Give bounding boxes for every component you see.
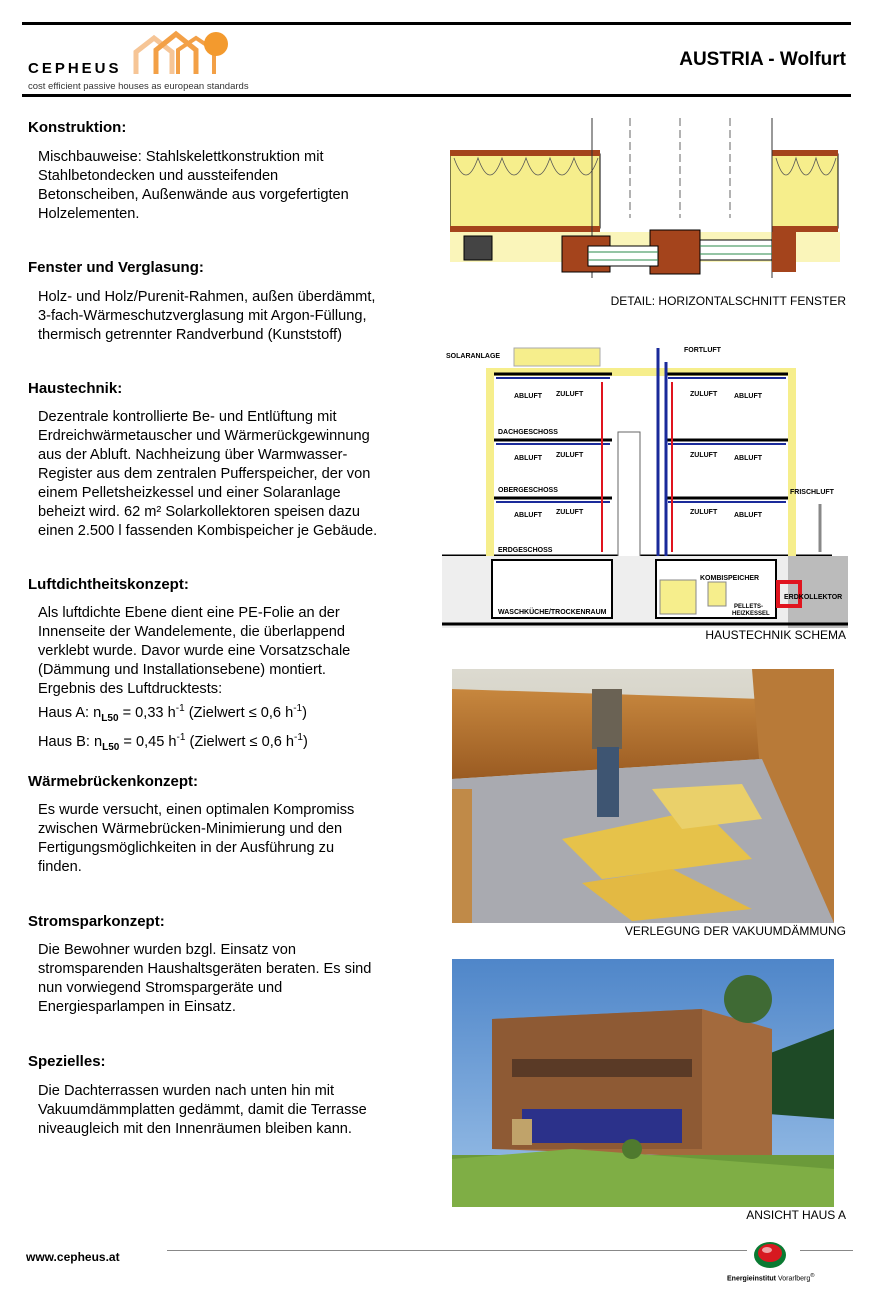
text-line: Register aus dem zentralen Pufferspeicher, der von [38,466,371,482]
label-heizkessel: HEIZKESSEL [732,611,770,617]
section-body-konstruktion [38,148,422,224]
section-body-stromspar [38,941,422,1017]
section-heading-luftdichtheit: Luftdichtheitskonzept: [28,576,189,593]
label-zuluft-dg-left: ZULUFT [556,391,584,398]
label-erdgeschoss: ERDGESCHOSS [498,547,553,554]
label-abluft-dg-right: ABLUFT [734,393,762,400]
page-title: AUSTRIA - Wolfurt [679,49,846,70]
section-body-haustechnik [38,408,422,541]
text-line: 3-fach-Wärmeschutzverglasung mit Argon-Füllung, [38,308,367,324]
text-line: Dezentrale kontrollierte Be- und Entlüftung mit [38,409,337,425]
text-line: Ergebnis des Luftdrucktests: [38,681,223,697]
header-rule [22,94,851,97]
text-line: Die Bewohner wurden bzgl. Einsatz von [38,942,296,958]
caption-window-detail: DETAIL: HORIZONTALSCHNITT FENSTER [610,294,846,308]
haus-b-result [38,728,422,757]
text-line: (Dämmung und Installationsebene) montiert. [38,662,326,678]
haus-b-note-sup: -1 [294,731,303,743]
section-body-luftdichtheit [38,604,422,757]
text-line: Vakuumdämmplatten gedämmt, damit die Terrasse [38,1102,367,1118]
haus-b-close: ) [302,733,308,750]
institute-region: Vorarlberg [777,1275,811,1283]
caption-vacuum-insulation: VERLEGUNG DER VAKUUMDÄMMUNG [624,924,846,938]
haus-b-note: (Zielwert ≤ 0,6 h [185,733,295,750]
footer-rule-right [800,1250,853,1251]
footer-institute [727,1273,815,1282]
label-zuluft-eg-left: ZULUFT [556,509,584,516]
haus-a-sub: L50 [101,712,119,724]
text-line: Holzelementen. [38,206,140,222]
label-fortluft: FORTLUFT [684,347,721,354]
label-erdkollektor: ERDKOLLEKTOR [784,594,843,601]
label-obergeschoss: OBERGESCHOSS [498,487,558,494]
haus-a-label: Haus A: n [38,704,102,721]
text-line: thermisch getrennter Randverbund (Kunststoff) [38,327,342,343]
haus-a-note-sup: -1 [293,703,303,714]
section-body-waermebruecken [38,801,422,877]
text-line: stromsparenden Haushaltsgeräten beraten. Es sind [38,961,372,977]
section-heading-haustechnik: Haustechnik: [28,380,123,397]
section-body-fenster [38,288,422,345]
text-line: Holz- und Holz/Purenit-Rahmen, außen überdämmt, [38,289,376,305]
caption-house-a: ANSICHT HAUS A [746,1208,846,1222]
institute-name: Energieinstitut [727,1275,777,1283]
label-abluft-eg-right: ABLUFT [734,512,762,519]
haus-a-value: = 0,33 h [118,704,176,721]
logo-tagline: cost efficient passive houses as european standards [28,81,249,92]
label-kombispeicher: KOMBISPEICHER [700,575,760,582]
section-heading-fenster: Fenster und Verglasung: [28,259,204,276]
text-line: einem Pelletsheizkessel und einer Solaranlage [38,485,341,501]
label-solaranlage: SOLARANLAGE [446,353,501,360]
cepheus-logo-icon [130,26,230,78]
energieinstitut-logo-icon [752,1240,788,1270]
text-line: verklebt wurde. Davor wurde eine Vorsatzschale [38,643,351,659]
haus-b-sup: -1 [176,731,186,743]
photo-vacuum-insulation [452,669,834,923]
text-line: Als luftdichte Ebene dient eine PE-Folie an der [38,605,340,621]
section-heading-konstruktion: Konstruktion: [28,119,127,136]
window-section-drawing [450,118,850,278]
label-abluft-og-right: ABLUFT [734,455,762,462]
label-frischluft: FRISCHLUFT [790,489,834,496]
text-line: Innenseite der Wandelemente, die überlappend [38,624,345,640]
label-abluft-og-left: ABLUFT [514,455,542,462]
caption-haustechnik-schema: HAUSTECHNIK SCHEMA [705,628,846,642]
text-line: zwischen Wärmebrücken-Minimierung und den [38,821,343,837]
text-line: Mischbauweise: Stahlskelettkonstruktion mit [38,149,324,165]
label-dachgeschoss: DACHGESCHOSS [498,429,558,436]
photo-house-a [452,959,834,1207]
text-line: Fertigungsmöglichkeiten in der Ausführung zu [38,840,335,856]
institute-registered: ® [810,1273,815,1279]
top-rule [22,22,851,25]
haus-a-sup: -1 [175,703,185,714]
haus-b-label: Haus B: n [38,733,103,750]
text-line: aus der Abluft. Nachheizung über Warmwasser- [38,447,348,463]
text-line: nun vorwiegend Stromspargeräte und [38,980,283,996]
text-line: einen 2.500 l fassenden Kombispeicher je Gebäude. [38,523,378,539]
section-heading-stromspar: Stromsparkonzept: [28,913,165,930]
haus-a-close: ) [302,704,307,721]
text-line: Betonscheiben, Außenwände aus vorgefertigten [38,187,349,203]
footer-rule [167,1250,747,1251]
label-zuluft-og-right: ZULUFT [690,452,718,459]
text-line: Stahlbetondecken und aussteifenden [38,168,279,184]
logo-wordmark: CEPHEUS [28,60,122,77]
haus-b-value: = 0,45 h [119,733,177,750]
haustechnik-schema-drawing [442,342,852,628]
haus-a-note: (Zielwert ≤ 0,6 h [184,704,294,721]
text-line: Es wurde versucht, einen optimalen Kompromiss [38,802,355,818]
label-abluft-dg-left: ABLUFT [514,393,542,400]
label-pellets: PELLETS- [734,604,764,610]
label-zuluft-og-left: ZULUFT [556,452,584,459]
text-line: finden. [38,859,82,875]
footer-url-link[interactable]: www.cepheus.at [26,1250,120,1264]
section-body-spezielles [38,1082,422,1139]
text-line: niveaugleich mit den Innenräumen bleiben kann. [38,1121,352,1137]
haus-b-sub: L50 [102,741,120,753]
section-heading-spezielles: Spezielles: [28,1053,106,1070]
label-abluft-eg-left: ABLUFT [514,512,542,519]
label-waschkueche: WASCHKÜCHE/TROCKENRAUM [498,609,607,616]
text-line: Erdreichwärmetauscher und Wärmerückgewinnung [38,428,370,444]
section-heading-waermebruecken: Wärmebrückenkonzept: [28,773,199,790]
text-line: Die Dachterrassen wurden nach unten hin mit [38,1083,335,1099]
label-zuluft-eg-right: ZULUFT [690,509,718,516]
haus-a-result [38,699,422,728]
text-line: Energiesparlampen in Einsatz. [38,999,236,1015]
text-line: beheizt wird. 62 m² Solarkollektoren speisen dazu [38,504,361,520]
label-zuluft-dg-right: ZULUFT [690,391,718,398]
